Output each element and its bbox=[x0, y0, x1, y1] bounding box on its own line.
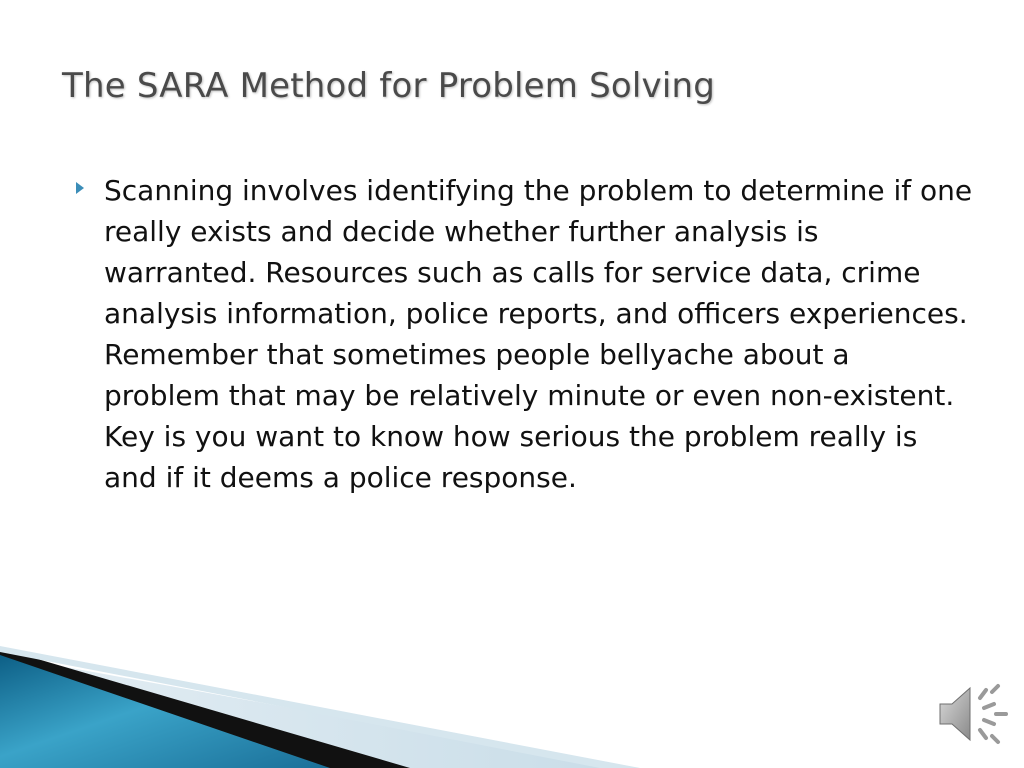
speaker-icon[interactable] bbox=[936, 680, 1008, 748]
bullet-text: Scanning involves identifying the problem to determine if one really exists and decide whether further analysis is warranted. Resources such as calls for service data, crime analysis information, police reports, and officers experiences. Remember that sometimes people bellyache about a problem that may be relatively minute or even non-existent. Key is you want to know how serious the problem really is and if it deems a police response. bbox=[104, 174, 973, 494]
slide-title: The SARA Method for Problem Solving bbox=[62, 66, 716, 106]
